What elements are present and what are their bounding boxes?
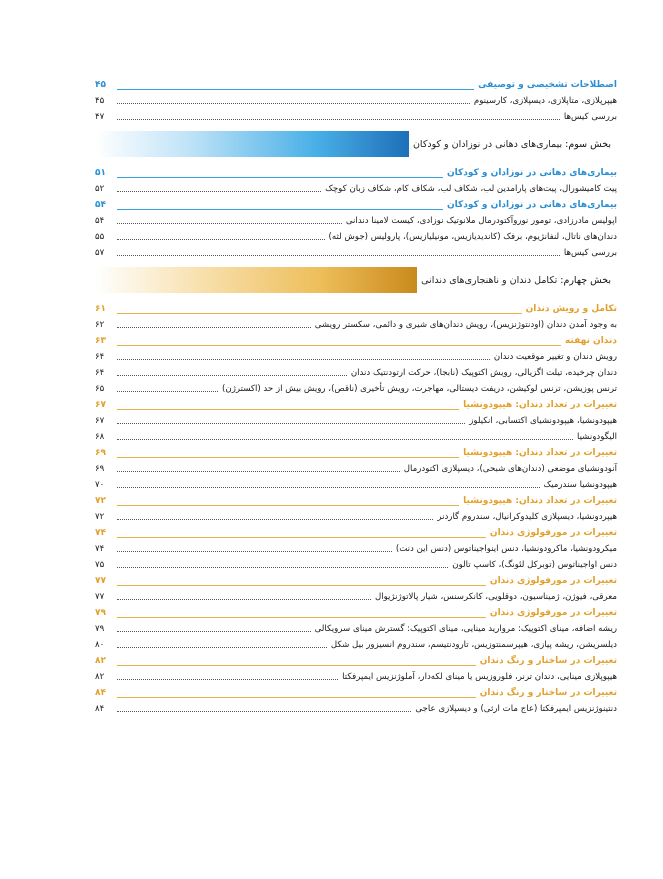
page-number: ۷۲: [95, 512, 105, 522]
page-number: ۶۱: [95, 304, 106, 314]
leader-dots: [117, 88, 474, 90]
toc-entry-title: بررسی کیس‌ها: [563, 248, 617, 258]
page-number: ۸۴: [95, 688, 106, 698]
toc-heading-row[interactable]: [95, 603, 617, 619]
toc-entry-title: تغییرات در تعداد دندان: هیپودونشیا: [463, 496, 617, 506]
page-number: ۶۷: [95, 400, 106, 410]
leader-dots: [117, 664, 476, 666]
toc-heading-row[interactable]: [95, 331, 617, 347]
page-number: ۸۴: [95, 704, 105, 714]
leader-dots: [117, 390, 218, 392]
leader-dots: [117, 208, 443, 210]
leader-dots: [117, 630, 311, 632]
toc-entry-row[interactable]: [95, 107, 617, 123]
toc-entry-title: میکرودونشیا، ماکرودونشیا، دنس اینواجیناتوس (دنس این دنت): [395, 544, 617, 554]
page-number: ۷۴: [95, 544, 105, 554]
toc-entry-row[interactable]: [95, 475, 617, 491]
toc-entry-row[interactable]: [95, 411, 617, 427]
page-number: ۸۰: [95, 640, 105, 650]
toc-entry-row[interactable]: [95, 539, 617, 555]
toc-entry-title: دنتینوژنزیس ایمپرفکتا (عاج مات ارثی) و دیسپلازی عاجی: [415, 704, 617, 714]
part-header-banner: [95, 267, 617, 293]
toc-entry-title: تکامل و رویش دندان: [525, 304, 617, 314]
toc-entry-title: تغییرات در مورفولوژی دندان: [489, 576, 617, 586]
toc-entry-row[interactable]: [95, 363, 617, 379]
toc-entry-row[interactable]: [95, 459, 617, 475]
part-title: [409, 139, 617, 150]
page-number: ۷۹: [95, 624, 105, 634]
toc-entry-title: تغییرات در ساختار و رنگ دندان: [479, 688, 617, 698]
toc-entry-row[interactable]: [95, 179, 617, 195]
leader-dots: [117, 696, 476, 698]
toc-entry-title: دندان نهفته: [564, 336, 617, 346]
leader-dots: [117, 176, 443, 178]
toc-entry-title: دیلسریشن، ریشه پیازی، هیپرسمنتوزیس، تارودنتیسم، سندروم انسیزور بیل شکل: [330, 640, 617, 650]
toc-entry-title: دندان‌های ناتال، لنفانژیوم، برفک (کاندیدیازیس، مونیلیازیس)، پارولیس (جوش لثه): [328, 232, 617, 242]
page-number: ۷۰: [95, 480, 105, 490]
page-number: ۶۵: [95, 384, 105, 394]
toc-entry-title: رویش دندان و تغییر موقعیت دندان: [493, 352, 617, 362]
leader-dots: [117, 536, 486, 538]
toc-heading-row[interactable]: [95, 75, 617, 91]
toc-entry-row[interactable]: [95, 91, 617, 107]
toc-entry-title: ترنس پوزیشن، ترنس لوکیشن، دریفت دیستالی، مهاجرت، رویش تأخیری (ناقص)، رویش بیش از حد (اکسترژن): [222, 384, 617, 394]
leader-dots: [117, 190, 321, 192]
leader-dots: [117, 326, 311, 328]
toc-entry-row[interactable]: [95, 379, 617, 395]
toc-entry-row[interactable]: [95, 699, 617, 715]
leader-dots: [117, 358, 490, 360]
leader-dots: [117, 222, 342, 224]
page-number: ۷۴: [95, 528, 106, 538]
toc-entry-title: هیپوپلازی مینایی، دندان ترنر، فلوروزیس یا مینای لکه‌دار، آملوژنزیس ایمپرفکتا: [342, 672, 617, 682]
page-number: ۵۱: [95, 168, 106, 178]
toc-heading-row[interactable]: [95, 299, 617, 315]
toc-entry-title: تغییرات در مورفولوژی دندان: [489, 608, 617, 618]
table-of-contents: [95, 75, 617, 715]
page-number: ۶۹: [95, 464, 105, 474]
toc-entry-row[interactable]: [95, 555, 617, 571]
page-number: ۶۴: [95, 368, 105, 378]
toc-entry-title: دنس اواجیناتوس (توبرکل لئونگ)، کاسپ تالون: [452, 560, 617, 570]
page-number: ۵۴: [95, 200, 106, 210]
page-number: ۵۵: [95, 232, 105, 242]
toc-entry-title: الیگودونشیا: [576, 432, 617, 442]
leader-dots: [117, 408, 459, 410]
leader-dots: [117, 118, 560, 120]
part-label: تکامل دندان و ناهنجاری‌های دندانی: [421, 274, 558, 286]
leader-dots: [117, 550, 392, 552]
page-number: ۷۷: [95, 592, 105, 602]
leader-dots: [117, 422, 465, 424]
toc-heading-row[interactable]: [95, 395, 617, 411]
toc-entry-title: بیماری‌های دهانی در نوزادان و کودکان: [446, 200, 617, 210]
part-title: [417, 275, 617, 286]
toc-entry-row[interactable]: [95, 211, 617, 227]
toc-entry-title: هیپودونشیا سندرمیک: [543, 480, 617, 490]
toc-entry-title: هیپردونشیا، دیسپلازی کلیدوکرانیال، سندروم گاردنر: [437, 512, 617, 522]
leader-dots: [117, 504, 459, 506]
page-number: ۶۳: [95, 336, 106, 346]
page-number: ۴۷: [95, 112, 105, 122]
page-number: ۵۲: [95, 184, 105, 194]
page-number: ۶۷: [95, 416, 105, 426]
toc-entry-title: تغییرات در ساختار و رنگ دندان: [479, 656, 617, 666]
page-number: ۵۷: [95, 248, 105, 258]
page-number: ۷۹: [95, 608, 106, 618]
toc-heading-row[interactable]: [95, 523, 617, 539]
page-number: ۶۲: [95, 320, 105, 330]
toc-entry-title: بیماری‌های دهانی در نوزادان و کودکان: [446, 168, 617, 178]
part-number: بخش چهارم:: [560, 274, 611, 286]
toc-heading-row[interactable]: [95, 443, 617, 459]
page-number: ۷۷: [95, 576, 106, 586]
leader-dots: [117, 566, 448, 568]
toc-entry-title: بررسی کیس‌ها: [563, 112, 617, 122]
toc-entry-row[interactable]: [95, 227, 617, 243]
part-header-banner: [95, 131, 617, 157]
toc-heading-row[interactable]: [95, 683, 617, 699]
toc-entry-row[interactable]: [95, 427, 617, 443]
toc-entry-title: تغییرات در تعداد دندان: هیپودونشیا: [463, 400, 617, 410]
toc-entry-title: تغییرات در مورفولوژی دندان: [489, 528, 617, 538]
page-number: ۴۵: [95, 96, 105, 106]
leader-dots: [117, 470, 400, 472]
toc-heading-row[interactable]: [95, 163, 617, 179]
page-number: ۷۲: [95, 496, 106, 506]
page-number: ۸۲: [95, 672, 105, 682]
toc-entry-row[interactable]: [95, 619, 617, 635]
leader-dots: [117, 374, 347, 376]
leader-dots: [117, 486, 540, 488]
toc-entry-title: تغییرات در تعداد دندان: هیپودونشیا: [463, 448, 617, 458]
toc-entry-title: آنودونشیای موضعی (دندان‌های شبحی)، دیسپلازی اکتودرمال: [403, 464, 617, 474]
leader-dots: [117, 710, 411, 712]
toc-entry-title: ریشه اضافه، مینای اکتوپیک: مروارید مینایی، مینای اکتوپیک: گسترش مینای سرویکالی: [314, 624, 617, 634]
page-number: ۶۴: [95, 352, 105, 362]
leader-dots: [117, 616, 486, 618]
leader-dots: [117, 102, 470, 104]
part-gradient-bar: [95, 131, 409, 157]
page-number: ۵۴: [95, 216, 105, 226]
toc-entry-row[interactable]: [95, 635, 617, 651]
leader-dots: [117, 344, 561, 346]
leader-dots: [117, 438, 573, 440]
toc-entry-row[interactable]: [95, 243, 617, 259]
toc-entry-row[interactable]: [95, 587, 617, 603]
leader-dots: [117, 598, 371, 600]
leader-dots: [117, 456, 459, 458]
toc-entry-title: اصطلاحات تشخیصی و توصیفی: [478, 80, 617, 90]
page-number: ۶۹: [95, 448, 106, 458]
toc-heading-row[interactable]: [95, 571, 617, 587]
leader-dots: [117, 254, 560, 256]
toc-heading-row[interactable]: [95, 195, 617, 211]
leader-dots: [117, 518, 433, 520]
toc-entry-title: هیپرپلازی، متاپلازی، دیسپلازی، کارسینوم: [473, 96, 617, 106]
toc-heading-row[interactable]: [95, 491, 617, 507]
toc-entry-title: پیت کامیشورال، پیت‌های پارامدین لب، شکاف لب، شکاف کام، شکاف زبان کوچک: [325, 184, 617, 194]
toc-entry-title: معرقی، فیوژن، ژمیناسیون، دوقلویی، کانکرسنس، شیار پالاتوژنژیوال: [374, 592, 617, 602]
part-number: بخش سوم:: [565, 138, 611, 150]
part-label: بیماری‌های دهانی در نوزادان و کودکان: [412, 138, 563, 150]
page-number: ۸۲: [95, 656, 106, 666]
leader-dots: [117, 678, 338, 680]
toc-entry-row[interactable]: [95, 667, 617, 683]
toc-entry-title: اپولیس مادرزادی، تومور نوروآکتودرمال ملانوتیک نوزادی، کیست لامینا دندانی: [345, 216, 617, 226]
leader-dots: [117, 646, 327, 648]
toc-entry-row[interactable]: [95, 315, 617, 331]
toc-entry-title: هیپودونشیا، هیپودونشیای اکتسابی، انکیلوز: [469, 416, 617, 426]
page-number: ۴۵: [95, 80, 106, 90]
toc-entry-row[interactable]: [95, 347, 617, 363]
leader-dots: [117, 584, 486, 586]
page-number: ۷۵: [95, 560, 105, 570]
leader-dots: [117, 238, 325, 240]
toc-heading-row[interactable]: [95, 651, 617, 667]
leader-dots: [117, 312, 522, 314]
page-number: ۶۸: [95, 432, 105, 442]
toc-entry-row[interactable]: [95, 507, 617, 523]
toc-entry-title: دندان چرخیده، تیلت اگزیالی، رویش اکتوپیک (نابجا)، حرکت ارتودنتیک دندان: [350, 368, 617, 378]
part-gradient-bar: [95, 267, 417, 293]
toc-entry-title: به وجود آمدن دندان (اودنتوژنزیس)، رویش دندان‌های شیری و دائمی، سکستر رویشی: [314, 320, 617, 330]
